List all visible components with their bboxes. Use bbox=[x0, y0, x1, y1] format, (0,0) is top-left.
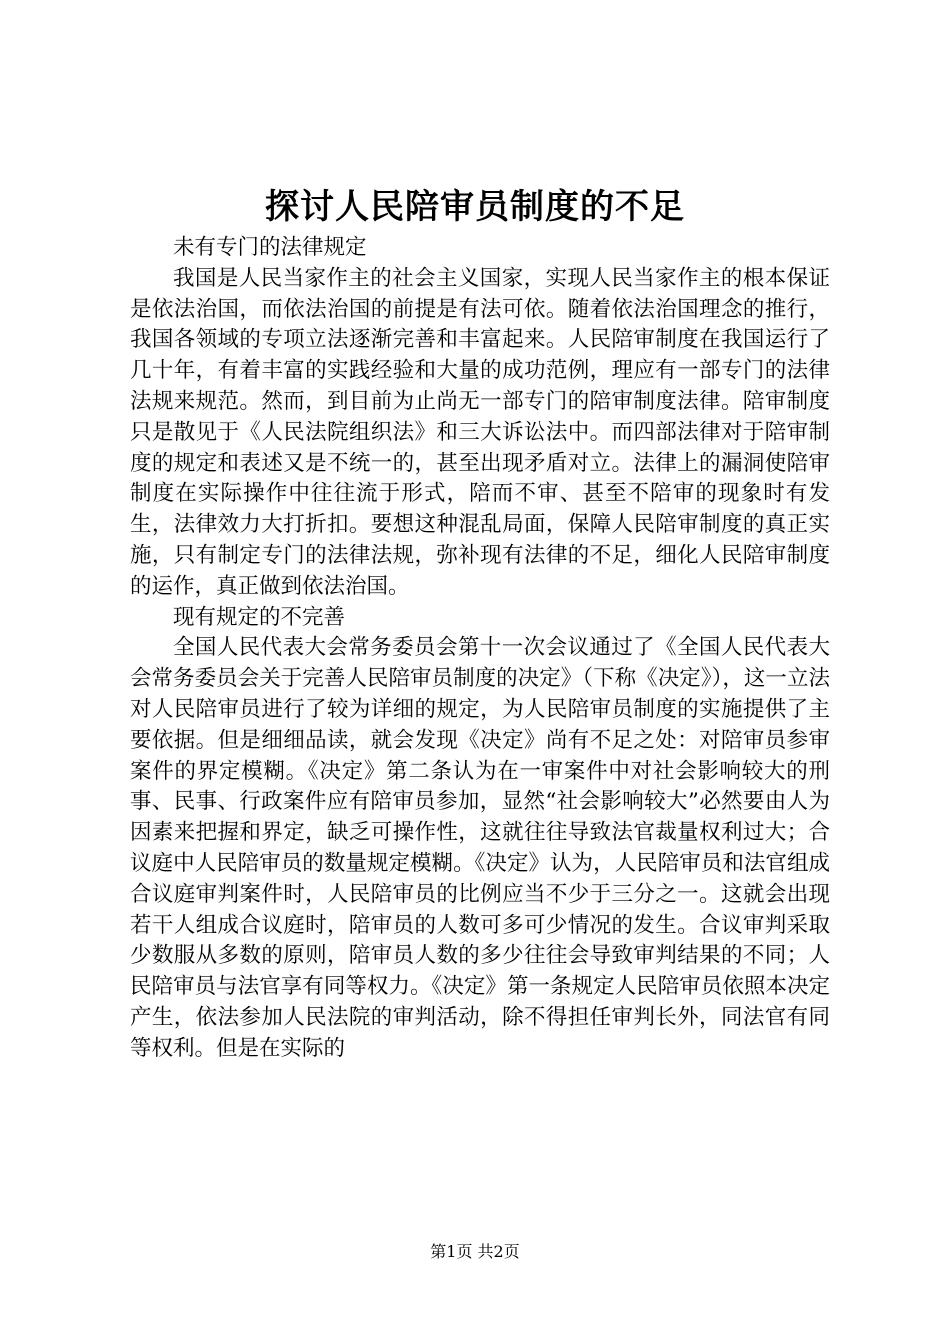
body-paragraph: 我国是人民当家作主的社会主义国家，实现人民当家作主的根本保证是依法治国，而依法治国的前提是有法可依。随着依法治国理念的推行，我国各领域的专项立法逐渐完善和丰富起来。人民陪审制度在我国运行了几十年，有着丰富的实践经验和大量的成功范例，理应有一部专门的法律法规来规范。然而，到目前为止尚无一部专门的陪审制度法律。陪审制度只是散见于《人民法院组织法》和三大诉讼法中。而四部法律对于陪审制度的规定和表述又是不统一的，甚至出现矛盾对立。法律上的漏洞使陪审制度在实际操作中往往流于形式，陪而不审、甚至不陪审的现象时有发生，法律效力大打折扣。要想这种混乱局面，保障人民陪审制度的真正实施，只有制定专门的法律法规，弥补现有法律的不足，细化人民陪审制度的运作，真正做到依法治国。 bbox=[130, 265, 830, 599]
document-title: 探讨人民陪审员制度的不足 bbox=[265, 187, 685, 227]
document-body bbox=[130, 233, 830, 1065]
section-heading-no-law: 未有专门的法律规定 bbox=[173, 235, 367, 260]
body-paragraph: 全国人民代表大会常务委员会第十一次会议通过了《全国人民代表大会常务委员会关于完善人民陪审员制度的决定》（下称《决定》），这一立法对人民陪审员进行了较为详细的规定，为人民陪审员制度的实施提供了主要依据。但是细细品读，就会发现《决定》尚有不足之处：对陪审员参审案件的界定模糊。《决定》第二条认为在一审案件中对社会影响较大的刑事、民事、行政案件应有陪审员参加，显然“社会影响较大”必然要由人为因素来把握和界定，缺乏可操作性，这就往往导致法官裁量权利过大；合议庭中人民陪审员的数量规定模糊。《决定》认为，人民陪审员和法官组成合议庭审判案件时，人民陪审员的比例应当不少于三分之一。这就会出现若干人组成合议庭时，陪审员的人数可多可少情况的发生。合议审判采取少数服从多数的原则，陪审员人数的多少往往会导致审判结果的不同；人民陪审员与法官享有同等权力。《决定》第一条规定人民陪审员依照本决定产生，依法参加人民法院的审判活动，除不得担任审判长外，同法官有同等权利。但是在实际的 bbox=[130, 635, 830, 1061]
section-heading-imperfect-rules: 现有规定的不完善 bbox=[173, 604, 346, 630]
page-footer: 第1页 共2页 bbox=[430, 1242, 520, 1261]
